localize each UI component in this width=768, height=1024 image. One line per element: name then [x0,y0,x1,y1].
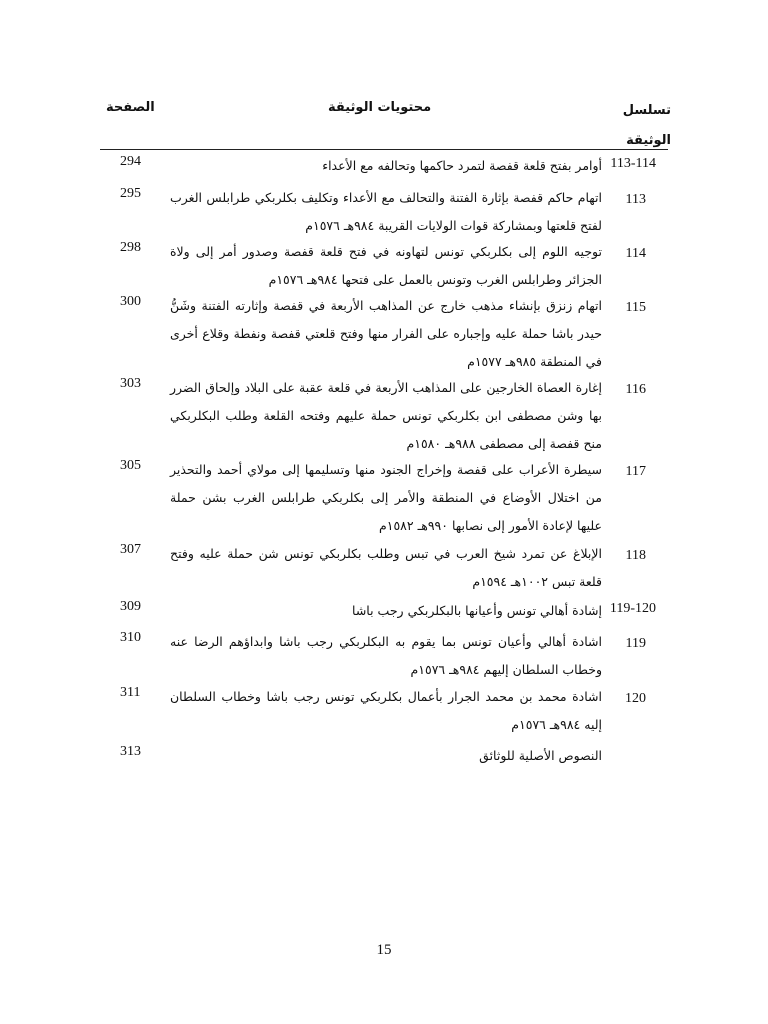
row-page: 310 [120,630,141,645]
row-number: 120 [625,691,646,706]
header-page: الصفحة [106,100,155,115]
row-number: 114 [625,246,646,261]
row-text: إغارة العصاة الخارجين على المذاهب الأربعة في قلعة عقبة على البلاد وإلحاق الضرر بها وشن مصطفى ابن بكلربكي تونس حملة عليهم وفتحه القلعة وطلب البكلربكي منح قفصة إلى مصطفى ٩٨٨هـ ١٥٨٠م [170,380,602,451]
row-text: اشادة أهالي وأعيان تونس بما يقوم به البكلربكي رجب باشا وابداؤهم الرضا عنه وخطاب السلطان إليهم ٩٨٤هـ ١٥٧٦م [170,634,602,677]
row-page: 305 [120,458,141,473]
row-page: 294 [120,154,141,169]
header-serial-line1: تسلسل [622,103,671,118]
row-text: إشادة أهالي تونس وأعيانها بالبكلربكي رجب باشا [352,603,602,618]
row-text: أوامر بفتح قلعة قفصة لتمرد حاكمها وتحالفه مع الأعداء [322,158,602,173]
row-text: الإبلاغ عن تمرد شيخ العرب في تبس وطلب بكلربكي تونس شن حملة عليه وفتح قلعة تبس ١٠٠٢هـ ١٥٩٤م [170,546,602,589]
row-page: 307 [120,542,141,557]
row-number: 113 [625,192,646,207]
row-page: 311 [120,685,141,700]
row-page: 303 [120,376,141,391]
row-text: اتهام زنزق بإنشاء مذهب خارج عن المذاهب الأربعة في قفصة وإثارته الفتنة وشَنُّ حيدر باشا حملة عليه وإجباره على الفرار منها وفتح قلعتي قفصة ونفطة وقلاع أخرى في المنطقة ٩٨٥هـ ١٥٧٧م [170,298,602,369]
header-serial-line2: الوثيقة [626,133,671,148]
row-text: النصوص الأصلية للوثائق [479,748,602,763]
row-text: سيطرة الأعراب على قفصة وإخراج الجنود منها وتسليمها إلى مولاي أحمد والتحذير من اختلال الأوضاع في المنطقة والأمر إلى بكلربكي طرابلس الغرب بشن حملة عليها لإعادة الأمور إلى نصابها ٩٩٠هـ ١٥٨٢م [170,462,602,533]
row-page: 309 [120,599,141,614]
row-text: اتهام حاكم قفصة بإثارة الفتنة والتحالف مع الأعداء وتكليف بكلربكي طرابلس الغرب لفتح قلعتها وبمشاركة قوات الولايات القريبة ٩٨٤هـ ١٥٧٦م [170,190,602,233]
header-serial [623,96,671,156]
row-number: 119 [625,636,646,651]
row-number: 116 [625,382,646,397]
row-number: 117 [625,464,646,479]
row-page: 295 [120,186,141,201]
page-number: 15 [376,942,392,958]
header-divider [100,149,668,150]
header-contents: محتويات الوثيقة [328,100,432,115]
row-text: توجيه اللوم إلى بكلربكي تونس لتهاونه في فتح قلعة قفصة وصدور أمر إلى ولاة الجزائر وطرابلس الغرب وتونس بالعمل على فتحها ٩٨٤هـ ١٥٧٦م [170,244,602,287]
row-text: اشادة محمد بن محمد الجرار بأعمال بكلربكي تونس رجب باشا وخطاب السلطان إليه ٩٨٤هـ ١٥٧٦م [170,689,602,732]
row-page: 313 [120,744,141,759]
row-page: 298 [120,240,141,255]
row-number: 113-114 [610,156,656,171]
row-number: 119-120 [609,601,656,616]
row-page: 300 [120,294,141,309]
row-number: 115 [625,300,646,315]
row-number: 118 [625,548,646,563]
